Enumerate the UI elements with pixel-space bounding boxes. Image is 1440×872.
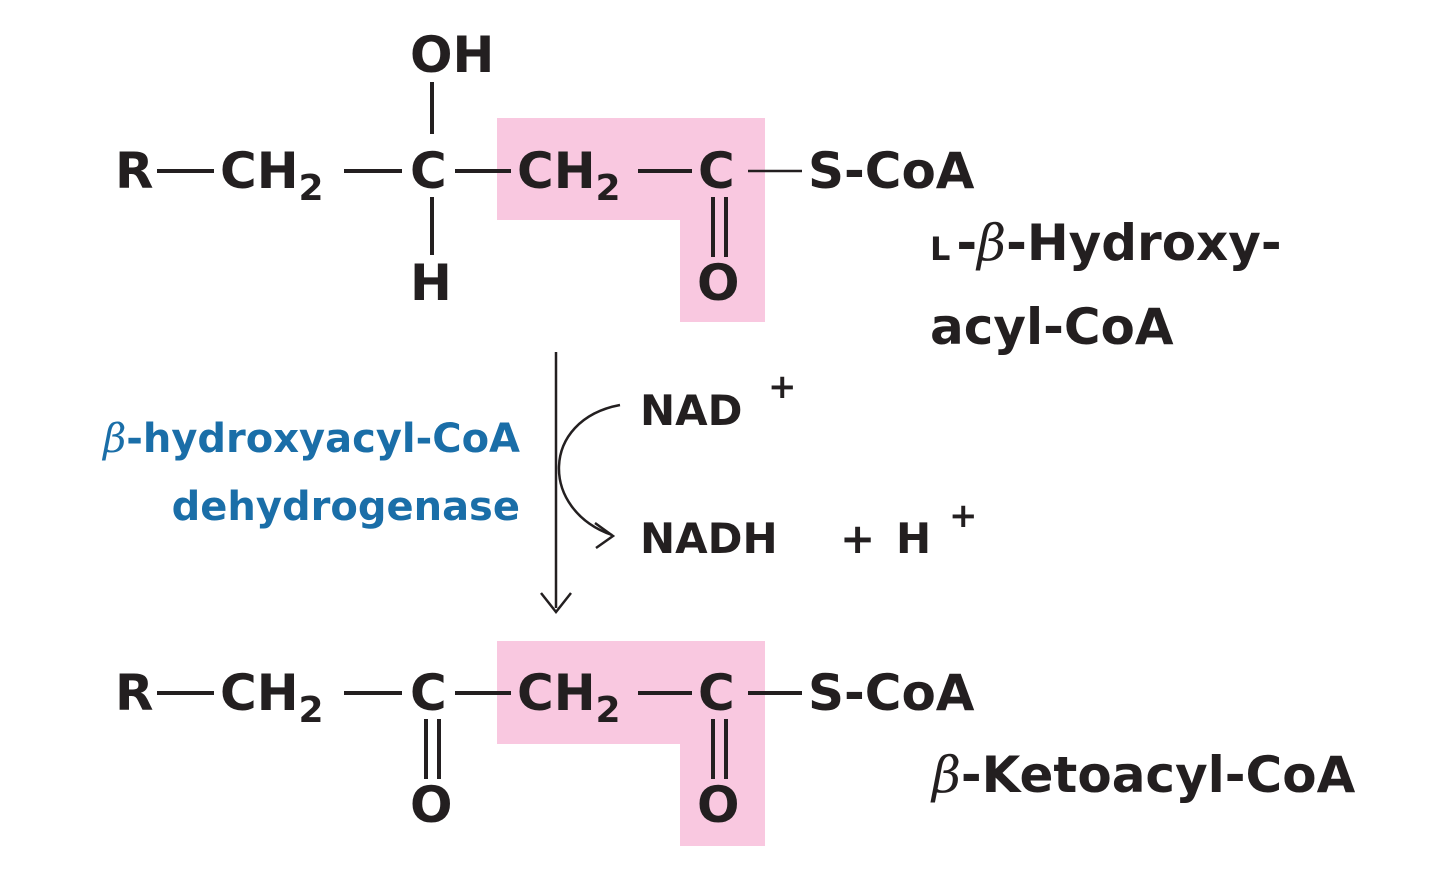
svg-text:L-β-Hydroxy- (930, 214, 1282, 272)
cofactor-curved-arrow (559, 405, 620, 535)
substrate-r: R (115, 142, 154, 200)
substrate-scoa: S-CoA (808, 142, 975, 200)
product-name-rest: -Ketoacyl-CoA (960, 746, 1356, 804)
substrate-h: H (410, 254, 452, 312)
substrate-name (930, 214, 1282, 356)
cofactor-h: H (896, 514, 932, 563)
product-name-beta: β (932, 746, 961, 804)
product-c-keto: C (410, 664, 447, 722)
substrate-c-alpha: C (410, 142, 447, 200)
product-ch2-1: $CH_2$ (220, 664, 324, 731)
substrate-name-line2: acyl-CoA (930, 298, 1174, 356)
cofactor-h-charge: + (949, 496, 978, 536)
substrate-ch2-1: $CH_2$ (220, 142, 324, 209)
substrate-name-dash: - (956, 214, 978, 272)
product-scoa: S-CoA (808, 664, 975, 722)
svg-text:β-Ketoacyl-CoA (930, 746, 1356, 804)
cofactor-plus: + (840, 514, 876, 563)
product-name (930, 746, 1356, 804)
substrate-name-l-prefix: L (930, 230, 951, 268)
reaction-arrow (541, 352, 620, 612)
cofactor-nad: NAD (640, 386, 743, 435)
cofactor-nadh: NADH (640, 514, 778, 563)
product-molecule (115, 641, 975, 846)
enzyme-line2: dehydrogenase (171, 484, 520, 530)
substrate-o: O (697, 254, 740, 312)
product-r: R (115, 664, 154, 722)
product-o-keto: O (410, 776, 453, 834)
cofactor-arrow-head (595, 523, 613, 548)
product-o-carbonyl: O (697, 776, 740, 834)
enzyme-beta: β (103, 416, 127, 462)
svg-text:β-hydroxyacyl-CoA (101, 416, 520, 462)
substrate-molecule (115, 26, 978, 322)
substrate-ch2-2: $CH_2$ (517, 142, 621, 209)
substrate-name-beta: β (977, 214, 1007, 272)
substrate-name-line1: -Hydroxy- (1006, 214, 1282, 272)
product-ch2-2: $CH_2$ (517, 664, 621, 731)
substrate-oh: OH (410, 26, 495, 84)
enzyme-label (101, 416, 520, 530)
product-c-carbonyl: C (698, 664, 735, 722)
cofactors (640, 367, 978, 563)
enzyme-line1: -hydroxyacyl-CoA (126, 416, 520, 462)
cofactor-nad-charge: + (768, 367, 797, 407)
substrate-c-carbonyl: C (698, 142, 735, 200)
